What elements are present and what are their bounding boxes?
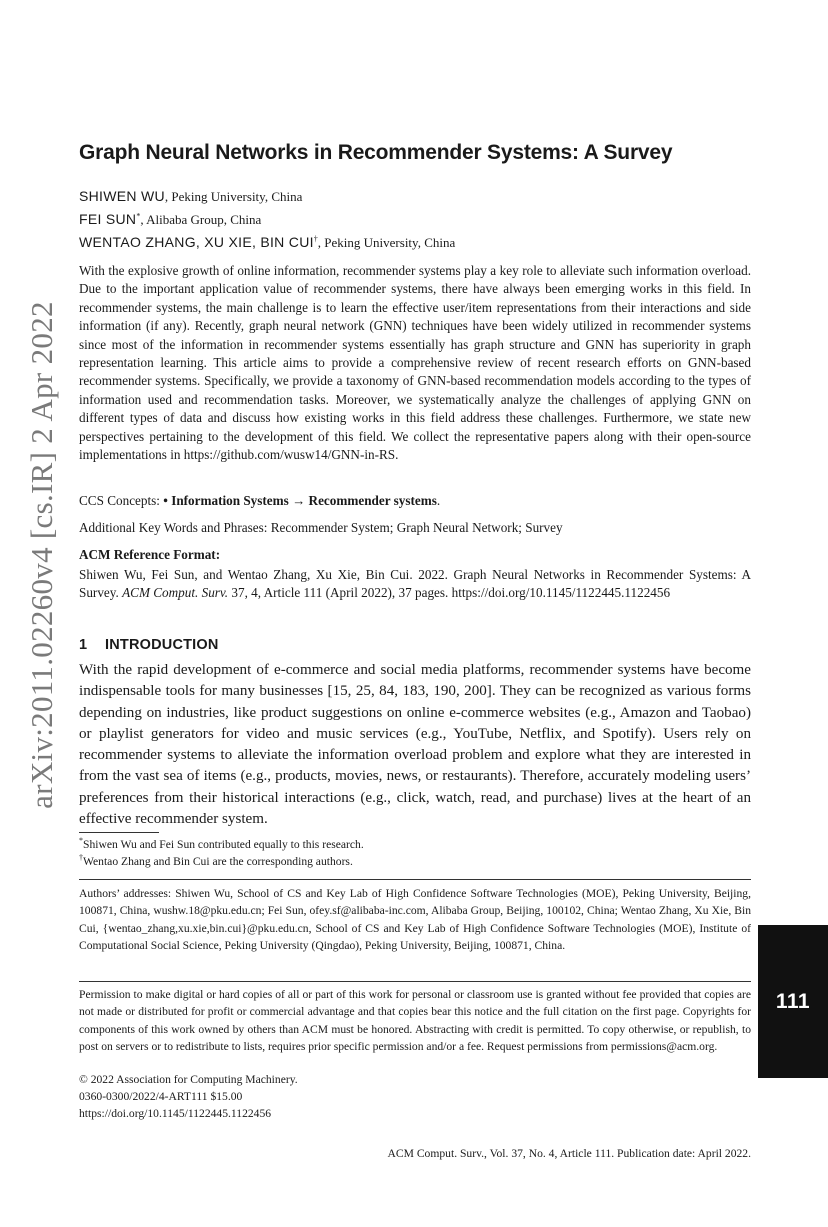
author-line bbox=[79, 208, 751, 231]
reference-pre: Shiwen Wu, Fei Sun, and Wentao Zhang, Xu Xie, Bin Cui. 2022. Graph Neural Networks in Recommender Systems: A Survey. bbox=[79, 567, 751, 601]
section-number: 1 bbox=[79, 637, 88, 653]
author-addresses: Authors’ addresses: Shiwen Wu, School of CS and Key Lab of High Confidence Software Technologies (MOE), Peking University, Beijing, 100871, China, wushw.18@pku.edu.cn; Fei Sun, ofey.sf@alibaba-inc.com, Alibaba Group, Beijing, 100102, China; Wentao Zhang, Xu Xie, Bin Cui, {wentao_zhang,xu.xie,bin.cui}@pku.edu.cn, School of CS and Key Lab of High Confidence Software Technologies (MOE), Institute of Computational Social Science, Peking University (Qingdao), Peking University, Beijing, 100871, China. bbox=[79, 887, 751, 952]
reference-venue: ACM Comput. Surv. bbox=[122, 585, 229, 601]
footnote-text: Shiwen Wu and Fei Sun contributed equally to this research. bbox=[83, 838, 364, 851]
arxiv-id-text: arXiv:2011.02260v4 [cs.IR] 2 Apr 2022 bbox=[24, 301, 59, 809]
author-block bbox=[79, 185, 751, 254]
author-name: FEI SUN bbox=[79, 211, 137, 227]
divider bbox=[79, 981, 751, 982]
divider bbox=[79, 879, 751, 880]
footnote-rule bbox=[79, 832, 159, 833]
section-heading bbox=[79, 637, 219, 653]
author-affiliation: , Peking University, China bbox=[164, 189, 303, 204]
issn: 0360-0300/2022/4-ART111 $15.00 bbox=[79, 1090, 243, 1103]
ccs-concepts bbox=[79, 493, 751, 509]
author-line bbox=[79, 185, 751, 208]
ccs-label: CCS Concepts: bbox=[79, 493, 164, 508]
copyright: © 2022 Association for Computing Machinery. bbox=[79, 1073, 298, 1086]
keywords: Additional Key Words and Phrases: Recommender System; Graph Neural Network; Survey bbox=[79, 520, 563, 535]
paper-title: Graph Neural Networks in Recommender Systems: A Survey bbox=[79, 141, 673, 164]
author-affiliation: , Alibaba Group, China bbox=[140, 212, 262, 227]
ccs-end: . bbox=[436, 493, 441, 508]
footnote-mark: * bbox=[79, 836, 83, 846]
ccs-concept: Information Systems → Recommender systems bbox=[171, 493, 437, 508]
arxiv-identifier bbox=[24, 260, 60, 850]
abstract: With the explosive growth of online information, recommender systems play a key role to alleviate such information overload. Due to the important application value of recommender systems, there have always been emerging works in this field. In recommender systems, the main challenge is to learn the effective user/item representations from their interactions and side information (if any). Recently, graph neural network (GNN) techniques have been widely utilized in recommender systems since most of the information in recommender systems essentially has graph structure and GNN has superiority in graph representation learning. This article aims to provide a comprehensive review of recent research efforts on GNN-based recommender systems. Specifically, we provide a taxonomy of GNN-based recommendation models according to the types of information used and recommendation tasks. Moreover, we systematically analyze the challenges of applying GNN on different types of data and discuss how existing works in this field address these challenges. Furthermore, we state new perspectives pertaining to the development of this field. We collect the representative papers along with their open-source implementations in https://github.com/wusw14/GNN-in-RS. bbox=[79, 263, 751, 463]
footnote-text: Wentao Zhang and Bin Cui are the corresponding authors. bbox=[83, 855, 353, 868]
permission-notice: Permission to make digital or hard copies of all or part of this work for personal or classroom use is granted without fee provided that copies are not made or distributed for profit or commercial advantage and that copies bear this notice and the full citation on the first page. Copyrights for components of this work owned by others than ACM must be honored. Abstracting with credit is permitted. To copy otherwise, or republish, to post on servers or to redistribute to lists, requires prior specific permission and/or a fee. Request permissions from permissions@acm.org. bbox=[79, 988, 751, 1053]
article-number-tab bbox=[758, 925, 828, 1078]
page-footer: ACM Comput. Surv., Vol. 37, No. 4, Article 111. Publication date: April 2022. bbox=[387, 1147, 751, 1160]
author-mark: * bbox=[136, 211, 141, 221]
author-line bbox=[79, 231, 751, 254]
reference-format bbox=[79, 566, 751, 603]
footnote-mark: † bbox=[79, 853, 83, 863]
doi-link[interactable]: https://doi.org/10.1145/1122445.1122456 bbox=[79, 1107, 272, 1120]
section-title: INTRODUCTION bbox=[105, 637, 219, 653]
footnote bbox=[79, 838, 364, 851]
footnote bbox=[79, 855, 353, 868]
intro-paragraph: With the rapid development of e-commerce and social media platforms, recommender systems have become indispensable tools for many businesses [15, 25, 84, 183, 190, 200]. They can be recognized as various forms depending on industries, like product suggestions on online e-commerce websites (e.g., Amazon and Taobao) or playlist generators for video and music services (e.g., YouTube, Netflix, and Spotify). Users rely on recommender systems to alleviate the information overload problem and explore what they are interested in from the vast sea of items (e.g., products, movies, news, or restaurants). Therefore, accurately modeling users’ preferences from their historical interactions (e.g., click, watch, read, and purchase) lives at the heart of an effective recommender system. bbox=[79, 662, 751, 828]
article-number: 111 bbox=[775, 989, 811, 1013]
ccs-bullet: • bbox=[163, 493, 172, 508]
author-name: WENTAO ZHANG, XU XIE, BIN CUI bbox=[79, 234, 314, 250]
reference-heading: ACM Reference Format: bbox=[79, 547, 221, 562]
author-name: SHIWEN WU bbox=[79, 188, 165, 204]
author-affiliation: , Peking University, China bbox=[317, 235, 456, 250]
author-mark: † bbox=[313, 234, 318, 244]
reference-post: 37, 4, Article 111 (April 2022), 37 pages. https://doi.org/10.1145/1122445.1122456 bbox=[228, 585, 671, 601]
